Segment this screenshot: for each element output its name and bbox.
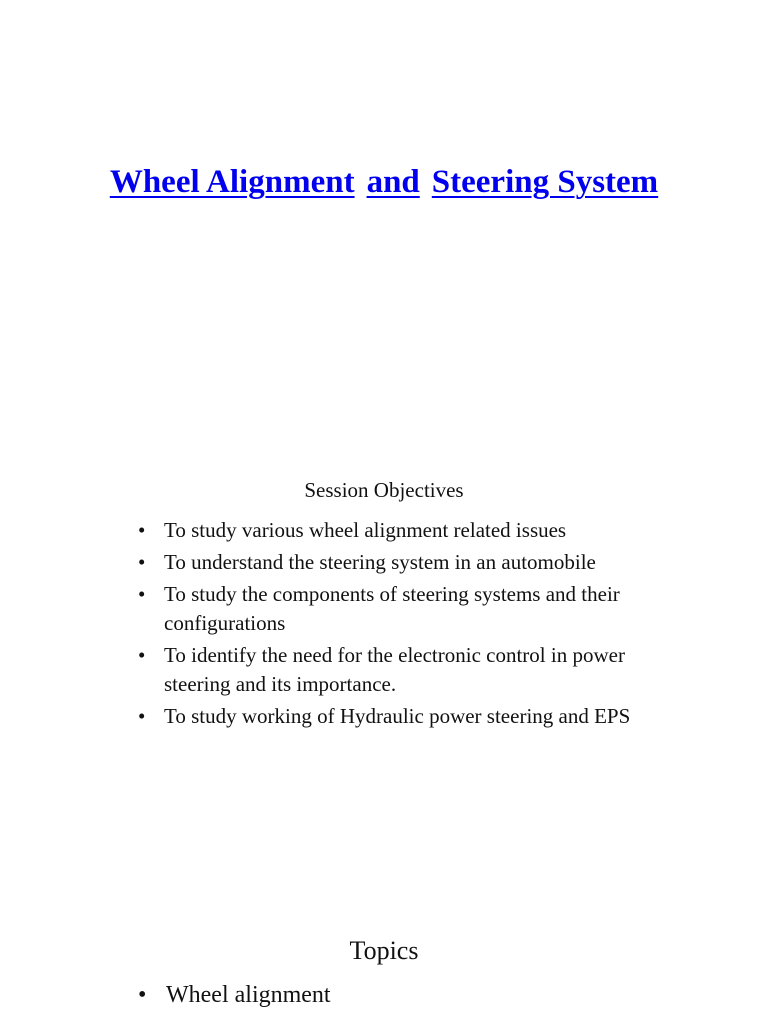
list-item-text: Wheel alignment	[166, 982, 331, 1008]
list-item-text: To study working of Hydraulic power steering and EPS	[164, 704, 631, 728]
objectives-list	[138, 516, 658, 734]
list-item	[138, 580, 658, 638]
bullet-icon: •	[138, 582, 146, 606]
document-title	[0, 160, 768, 204]
list-item	[138, 702, 658, 731]
bullet-icon: •	[138, 643, 146, 667]
bullet-icon: •	[138, 518, 146, 542]
wheel-alignment-link[interactable]: Wheel Alignment	[109, 164, 355, 200]
list-item-text: To study various wheel alignment related issues	[164, 518, 567, 542]
list-item-text: To identify the need for the electronic control in power steering and its importance.	[164, 643, 625, 696]
bullet-icon: •	[138, 982, 147, 1008]
list-item	[138, 516, 658, 545]
list-item-text: To study the components of steering systems and their configurations	[164, 582, 620, 635]
list-item	[138, 978, 658, 1012]
steering-system-link[interactable]: Steering System	[431, 164, 659, 200]
topics-heading: Topics	[349, 936, 419, 965]
bullet-icon: •	[138, 550, 146, 574]
list-item-text: To understand the steering system in an automobile	[164, 550, 596, 574]
list-item	[138, 548, 658, 577]
session-objectives-heading: Session Objectives	[304, 478, 464, 502]
topics-list	[138, 978, 658, 1012]
list-item	[138, 641, 658, 699]
bullet-icon: •	[138, 704, 146, 728]
and-link[interactable]: and	[366, 164, 420, 200]
